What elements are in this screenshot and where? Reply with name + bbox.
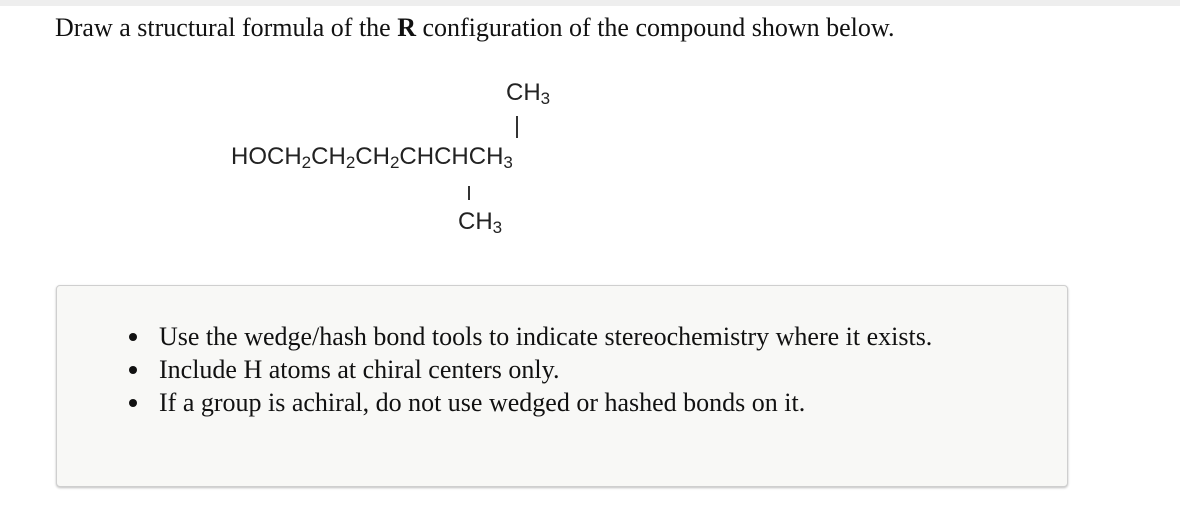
chain-part-4-sub: 3 [503,153,513,172]
chain-part-2-sub: 2 [345,153,356,172]
top-methyl-sub: 3 [540,89,551,108]
top-vertical-bond [516,116,518,138]
instruction-text: Include H atoms at chiral centers only. [159,355,560,384]
instructions-list [159,320,932,419]
chain-part-4: CHCHCH [399,143,504,170]
instructions-panel [56,285,1068,487]
top-methyl-group [506,79,550,107]
chain-part-1-sub: 2 [301,153,312,172]
bullet-icon [129,399,137,407]
chain-part-3-sub: 2 [389,153,400,172]
chain-part-2: CH [311,143,346,170]
question-bold-R: R [397,13,416,42]
chain-part-3: CH [355,143,390,170]
question-suffix: configuration of the compound shown below. [415,13,895,42]
bottom-methyl-sub: 3 [492,218,503,237]
instruction-item [159,320,932,353]
bullet-icon [129,366,137,374]
bottom-methyl-group [458,208,502,236]
bullet-icon [129,333,137,341]
instruction-item [159,386,932,419]
instruction-item [159,353,932,386]
instruction-text: Use the wedge/hash bond tools to indicate stereochemistry where it exists. [159,322,933,351]
bottom-vertical-bond [468,186,470,200]
instruction-text: If a group is achiral, do not use wedged or hashed bonds on it. [159,388,806,417]
main-chain [231,143,513,171]
question-prefix: Draw a structural formula of the [55,13,398,42]
chain-part-1: HOCH [231,143,302,170]
top-methyl-base: CH [506,79,541,106]
bottom-methyl-base: CH [458,208,493,235]
